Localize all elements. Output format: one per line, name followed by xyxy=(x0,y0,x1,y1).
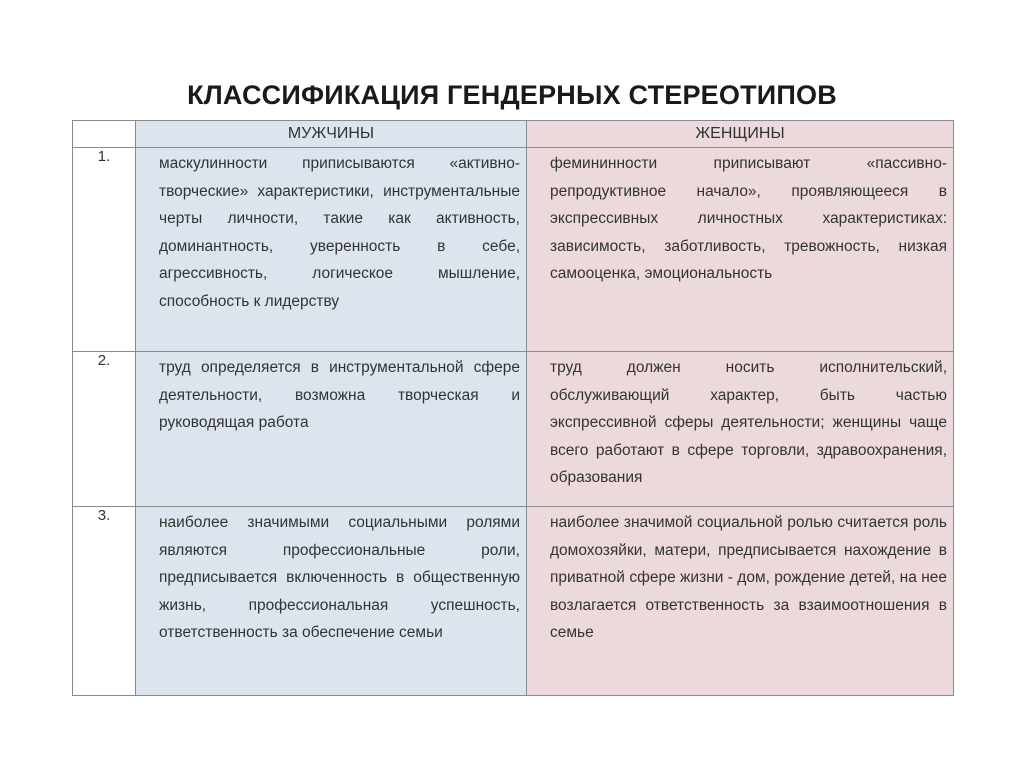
women-cell xyxy=(527,507,954,696)
women-cell-text: фемининности приписывают «пассивно-репродуктивное начало», проявляющееся в экспрессивных личностных характеристиках: зависимость, заботливость, тревожность, низкая самооценка, эмоциональность xyxy=(550,155,947,282)
women-cell-text: наиболее значимой социальной ролью считается роль домохозяйки, матери, предписывается нахождение в приватной сфере жизни - дом, рождение детей, на нее возлагается ответственность за взаимоотношения в семье xyxy=(550,514,947,641)
header-women: ЖЕНЩИНЫ xyxy=(527,121,954,148)
men-cell xyxy=(136,352,527,507)
row-number: 3. xyxy=(73,507,136,696)
women-cell xyxy=(527,148,954,352)
stereotypes-table xyxy=(72,120,954,696)
row-number: 2. xyxy=(73,352,136,507)
row-number: 1. xyxy=(73,148,136,352)
women-cell xyxy=(527,352,954,507)
table-row xyxy=(73,148,954,352)
table-header-row xyxy=(73,121,954,148)
men-cell-text: труд определяется в инструментальной сфере деятельности, возможна творческая и руководящая работа xyxy=(159,359,520,431)
table-row xyxy=(73,507,954,696)
header-men: МУЖЧИНЫ xyxy=(136,121,527,148)
men-cell-text: маскулинности приписываются «активно-творческие» характеристики, инструментальные черты личности, такие как активность, доминантность, уверенность в себе, агрессивность, логическое мышление, способность к лидерству xyxy=(159,155,520,310)
men-cell xyxy=(136,148,527,352)
header-number-cell xyxy=(73,121,136,148)
page-title: КЛАССИФИКАЦИЯ ГЕНДЕРНЫХ СТЕРЕОТИПОВ xyxy=(187,80,837,110)
table-row xyxy=(73,352,954,507)
men-cell-text: наиболее значимыми социальными ролями являются профессиональные роли, предписывается включенность в общественную жизнь, профессиональная успешность, ответственность за обеспечение семьи xyxy=(159,514,520,641)
women-cell-text: труд должен носить исполнительский, обслуживающий характер, быть частью экспрессивной сферы деятельности; женщины чаще всего работают в сфере торговли, здравоохранения, образования xyxy=(550,359,947,486)
men-cell xyxy=(136,507,527,696)
